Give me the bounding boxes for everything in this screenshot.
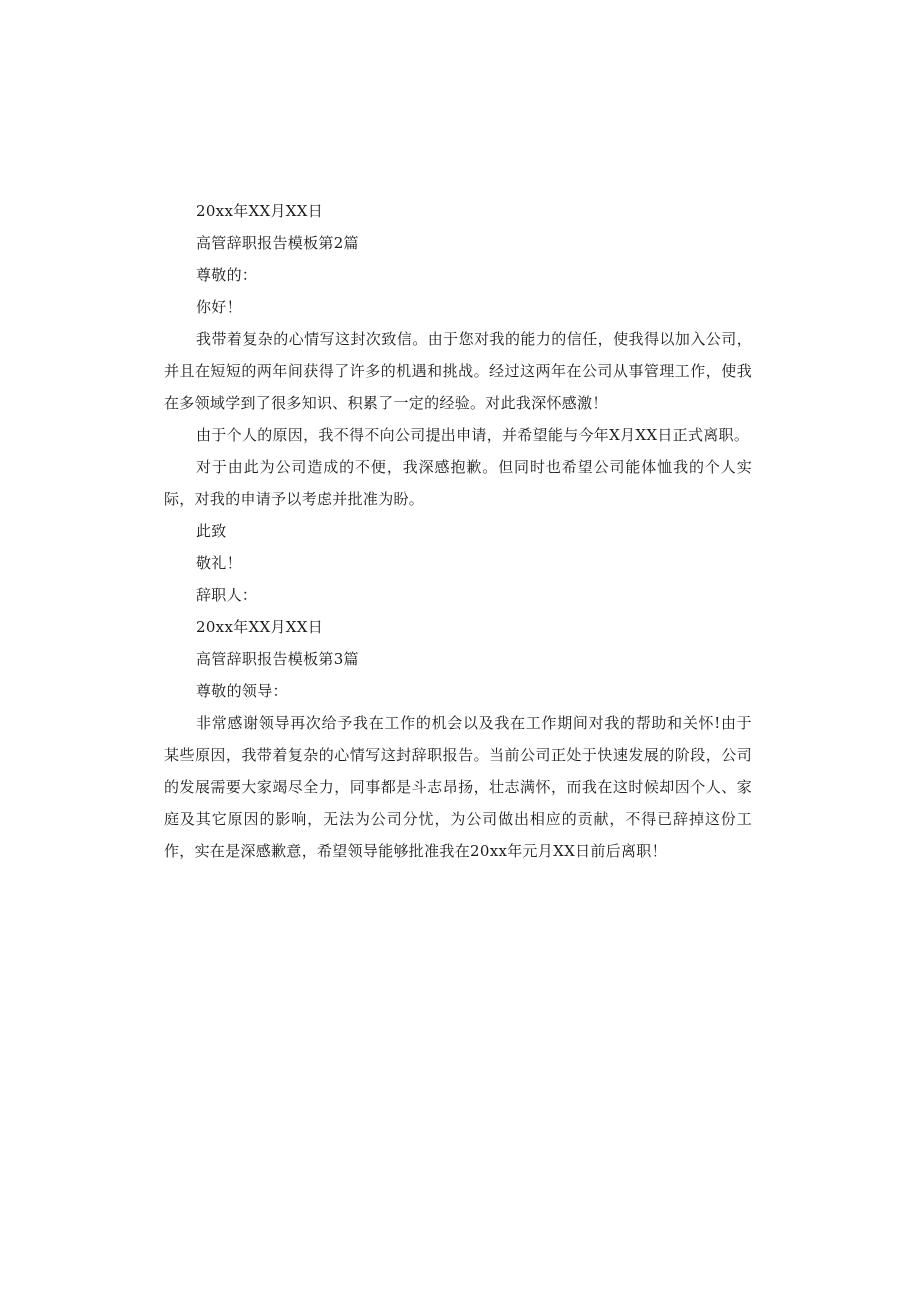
body-paragraph: 我带着复杂的心情写这封次致信。由于您对我的能力的信任，使我得以加入公司，并且在短短的两年间获得了许多的机遇和挑战。经过这两年在公司从事管理工作，使我在多领域学到了很多知识、积累了一定的经验。对此我深怀感激！ <box>164 330 752 412</box>
section-heading: 高管辞职报告模板第3篇 <box>196 650 359 668</box>
body-paragraph: 非常感谢领导再次给予我在工作的机会以及我在工作期间对我的帮助和关怀!由于某些原因，我带着复杂的心情写这封辞职报告。当前公司正处于快速发展的阶段，公司的发展需要大家竭尽全力，同事都是斗志昂扬，壮志满怀，而我在这时候却因个人、家庭及其它原因的影响，无法为公司分忧，为公司做出相应的贡献，不得已辞掉这份工作，实在是深感歉意，希望领导能够批准我在20xx年元月XX日前后离职！ <box>164 714 752 860</box>
signer-label: 辞职人： <box>196 586 258 604</box>
salutation: 尊敬的： <box>196 266 258 284</box>
date-line: 20xx年XX月XX日 <box>196 202 324 220</box>
body-paragraph: 对于由此为公司造成的不便，我深感抱歉。但同时也希望公司能体恤我的个人实际，对我的申请予以考虑并批准为盼。 <box>164 458 752 508</box>
closing-salute: 敬礼！ <box>196 554 242 572</box>
date-line: 20xx年XX月XX日 <box>196 618 324 636</box>
document-body <box>164 195 752 867</box>
closing-line: 此致 <box>196 522 227 540</box>
section-heading: 高管辞职报告模板第2篇 <box>196 234 359 252</box>
body-paragraph: 由于个人的原因，我不得不向公司提出申请，并希望能与今年X月XX日正式离职。 <box>196 426 750 444</box>
salutation: 尊敬的领导： <box>196 682 288 700</box>
greeting: 你好！ <box>196 298 242 316</box>
